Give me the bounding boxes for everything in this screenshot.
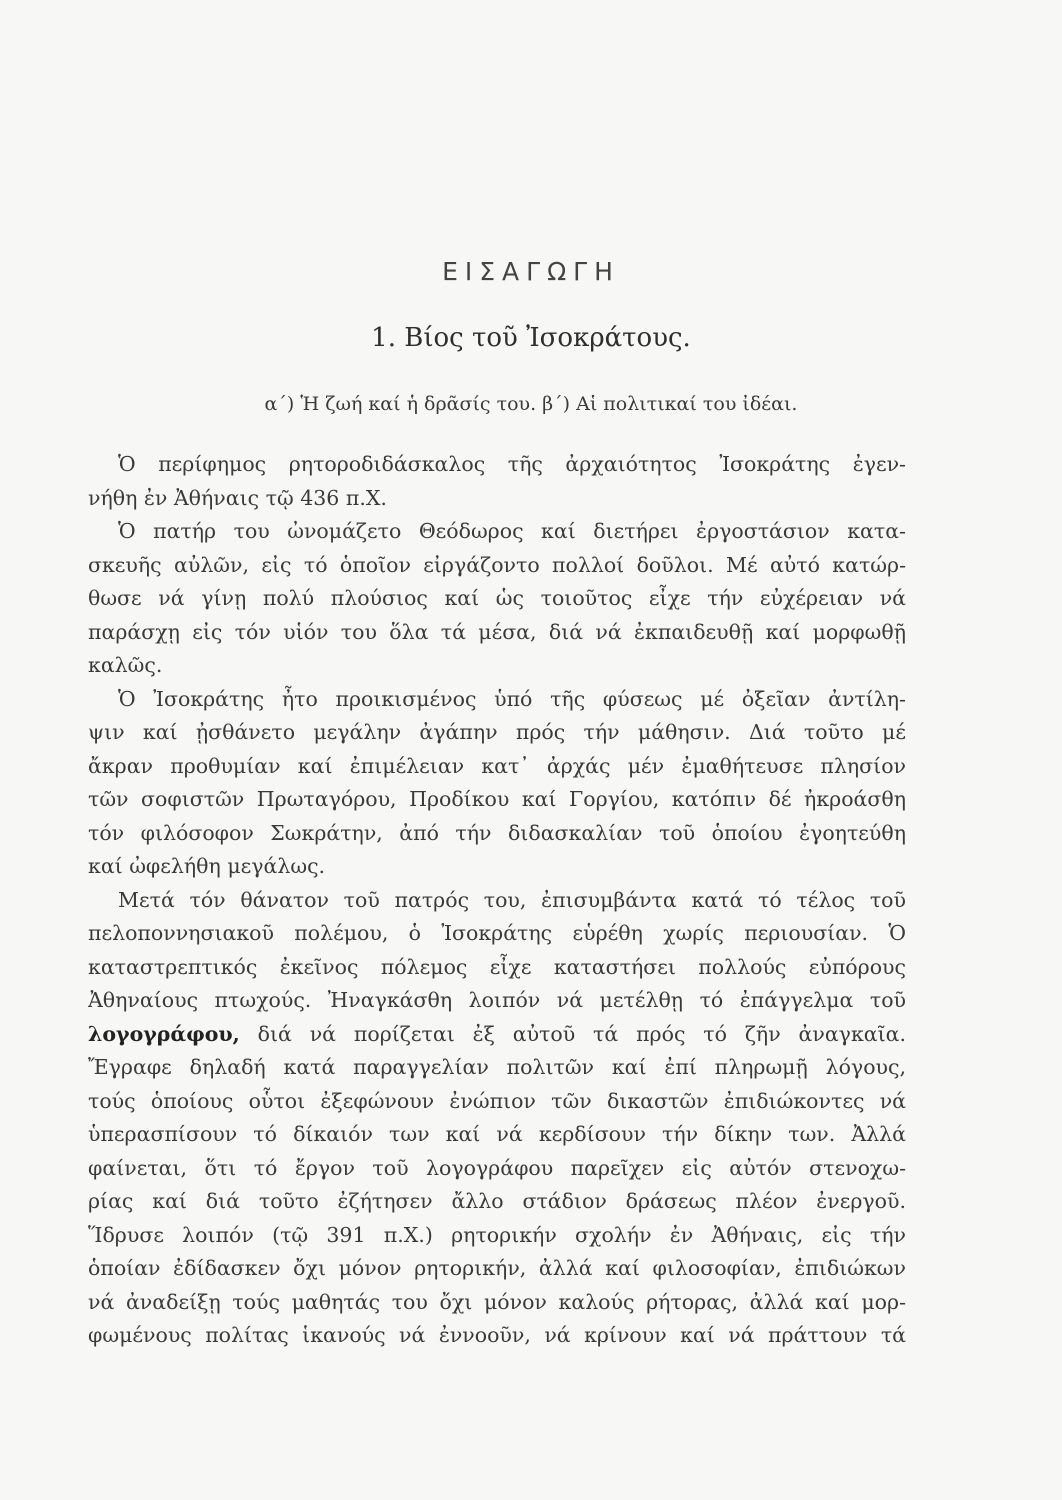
text-line: ὑπερασπίσουν τό δίκαιόν των καί νά κερδίσουν τήν δίκην των. Ἀλλά <box>88 1122 906 1146</box>
text-line: φωμένους πολίτας ἱκανούς νά ἐννοοῦν, νά κρίνουν καί νά πράττουν τά <box>88 1323 906 1347</box>
text-line: Ἵδρυσε λοιπόν (τῷ 391 π.Χ.) ρητορικήν σχολήν ἐν Ἀθήναις, εἰς τήν <box>88 1222 906 1247</box>
text-line: Ἀθηναίους πτωχούς. Ἠναγκάσθη λοιπόν νά μετέλθῃ τό ἐπάγγελμα τοῦ <box>88 988 906 1012</box>
text-line: Ἔγραφε δηλαδή κατά παραγγελίαν πολιτῶν καί ἐπί πληρωμῇ λόγους, <box>88 1055 906 1079</box>
chapter-title: ΕΙΣΑΓΩΓΗ <box>442 257 620 286</box>
text-line <box>88 1018 906 1052</box>
body-text <box>88 448 906 1353</box>
text-line-rest: διά νά πορίζεται ἐξ αὐτοῦ τά πρός τό ζῆν ἀναγκαῖα. <box>239 1021 906 1046</box>
text-line: Ὁ περίφημος ρητοροδιδάσκαλος τῆς ἀρχαιότητος Ἰσοκράτης ἐγεν- <box>118 452 906 476</box>
text-line: καταστρεπτικός ἐκεῖνος πόλεμος εἶχε καταστήσει πολλούς εὐπόρους <box>88 954 906 979</box>
text-line: Ὁ πατήρ του ὠνομάζετο Θεόδωρος καί διετήρει ἐργοστάσιον κατα- <box>118 519 906 543</box>
paragraph <box>88 683 906 884</box>
text-line: θωσε νά γίνῃ πολύ πλούσιος καί ὡς τοιοῦτος εἶχε τήν εὐχέρειαν νά <box>88 586 906 610</box>
text-line: Ὁ Ἰσοκράτης ἦτο προικισμένος ὑπό τῆς φύσεως μέ ὀξεῖαν ἀντίλη- <box>118 686 906 711</box>
text-line: καλῶς. <box>88 653 163 677</box>
text-line: φαίνεται, ὅτι τό ἔργον τοῦ λογογράφου παρεῖχεν εἰς αὐτόν στενοχω- <box>88 1155 906 1180</box>
text-line: ὁποίαν ἐδίδασκεν ὄχι μόνον ρητορικήν, ἀλλά καί φιλοσοφίαν, ἐπιδιώκων <box>88 1256 906 1280</box>
text-line: νά ἀναδείξῃ τούς μαθητάς του ὄχι μόνον καλούς ρήτορας, ἀλλά καί μορ- <box>88 1289 906 1314</box>
paragraph <box>88 448 906 515</box>
paragraph <box>88 884 906 1353</box>
text-line: ρίας καί διά τοῦτο ἐζήτησεν ἄλλο στάδιον δράσεως πλέον ἐνεργοῦ. <box>88 1189 906 1213</box>
text-line: Μετά τόν θάνατον τοῦ πατρός του, ἐπισυμβάντα κατά τό τέλος τοῦ <box>118 887 906 912</box>
text-line: ἄκραν προθυμίαν καί ἐπιμέλειαν κατ᾽ ἀρχάς μέν ἐμαθήτευσε πλησίον <box>88 753 906 778</box>
text-line: τούς ὁποίους οὗτοι ἐξεφώνουν ἐνώπιον τῶν δικαστῶν ἐπιδιώκοντες νά <box>88 1088 906 1113</box>
key-term: λογογράφου, <box>88 1021 240 1046</box>
section-subtitle: α΄) Ἡ ζωή καί ἡ δρᾶσίς του. β΄) Αἱ πολιτικαί του ἰδέαι. <box>264 393 798 415</box>
section-title: 1. Βίος τοῦ Ἰσοκράτους. <box>371 323 691 353</box>
text-line: τῶν σοφιστῶν Πρωταγόρου, Προδίκου καί Γοργίου, κατόπιν δέ ἠκροάσθη <box>88 787 906 811</box>
text-line: σκευῆς αὐλῶν, εἰς τό ὁποῖον εἰργάζοντο πολλοί δοῦλοι. Μέ αὐτό κατώρ- <box>88 552 906 577</box>
text-line: καί ὠφελήθη μεγάλως. <box>88 854 326 878</box>
text-line: πελοποννησιακοῦ πολέμου, ὁ Ἰσοκράτης εὑρέθη χωρίς περιουσίαν. Ὁ <box>88 921 906 945</box>
text-line: παράσχῃ εἰς τόν υἱόν του ὅλα τά μέσα, διά νά ἐκπαιδευθῇ καί μορφωθῇ <box>88 619 906 644</box>
text-line: τόν φιλόσοφον Σωκράτην, ἀπό τήν διδασκαλίαν τοῦ ὁποίου ἐγοητεύθη <box>88 820 906 845</box>
text-line: νήθη ἐν Ἀθήναις τῷ 436 π.Χ. <box>88 485 387 510</box>
paragraph <box>88 515 906 683</box>
text-line: ψιν καί ᾐσθάνετο μεγάλην ἀγάπην πρός τήν μάθησιν. Διά τοῦτο μέ <box>88 720 906 744</box>
